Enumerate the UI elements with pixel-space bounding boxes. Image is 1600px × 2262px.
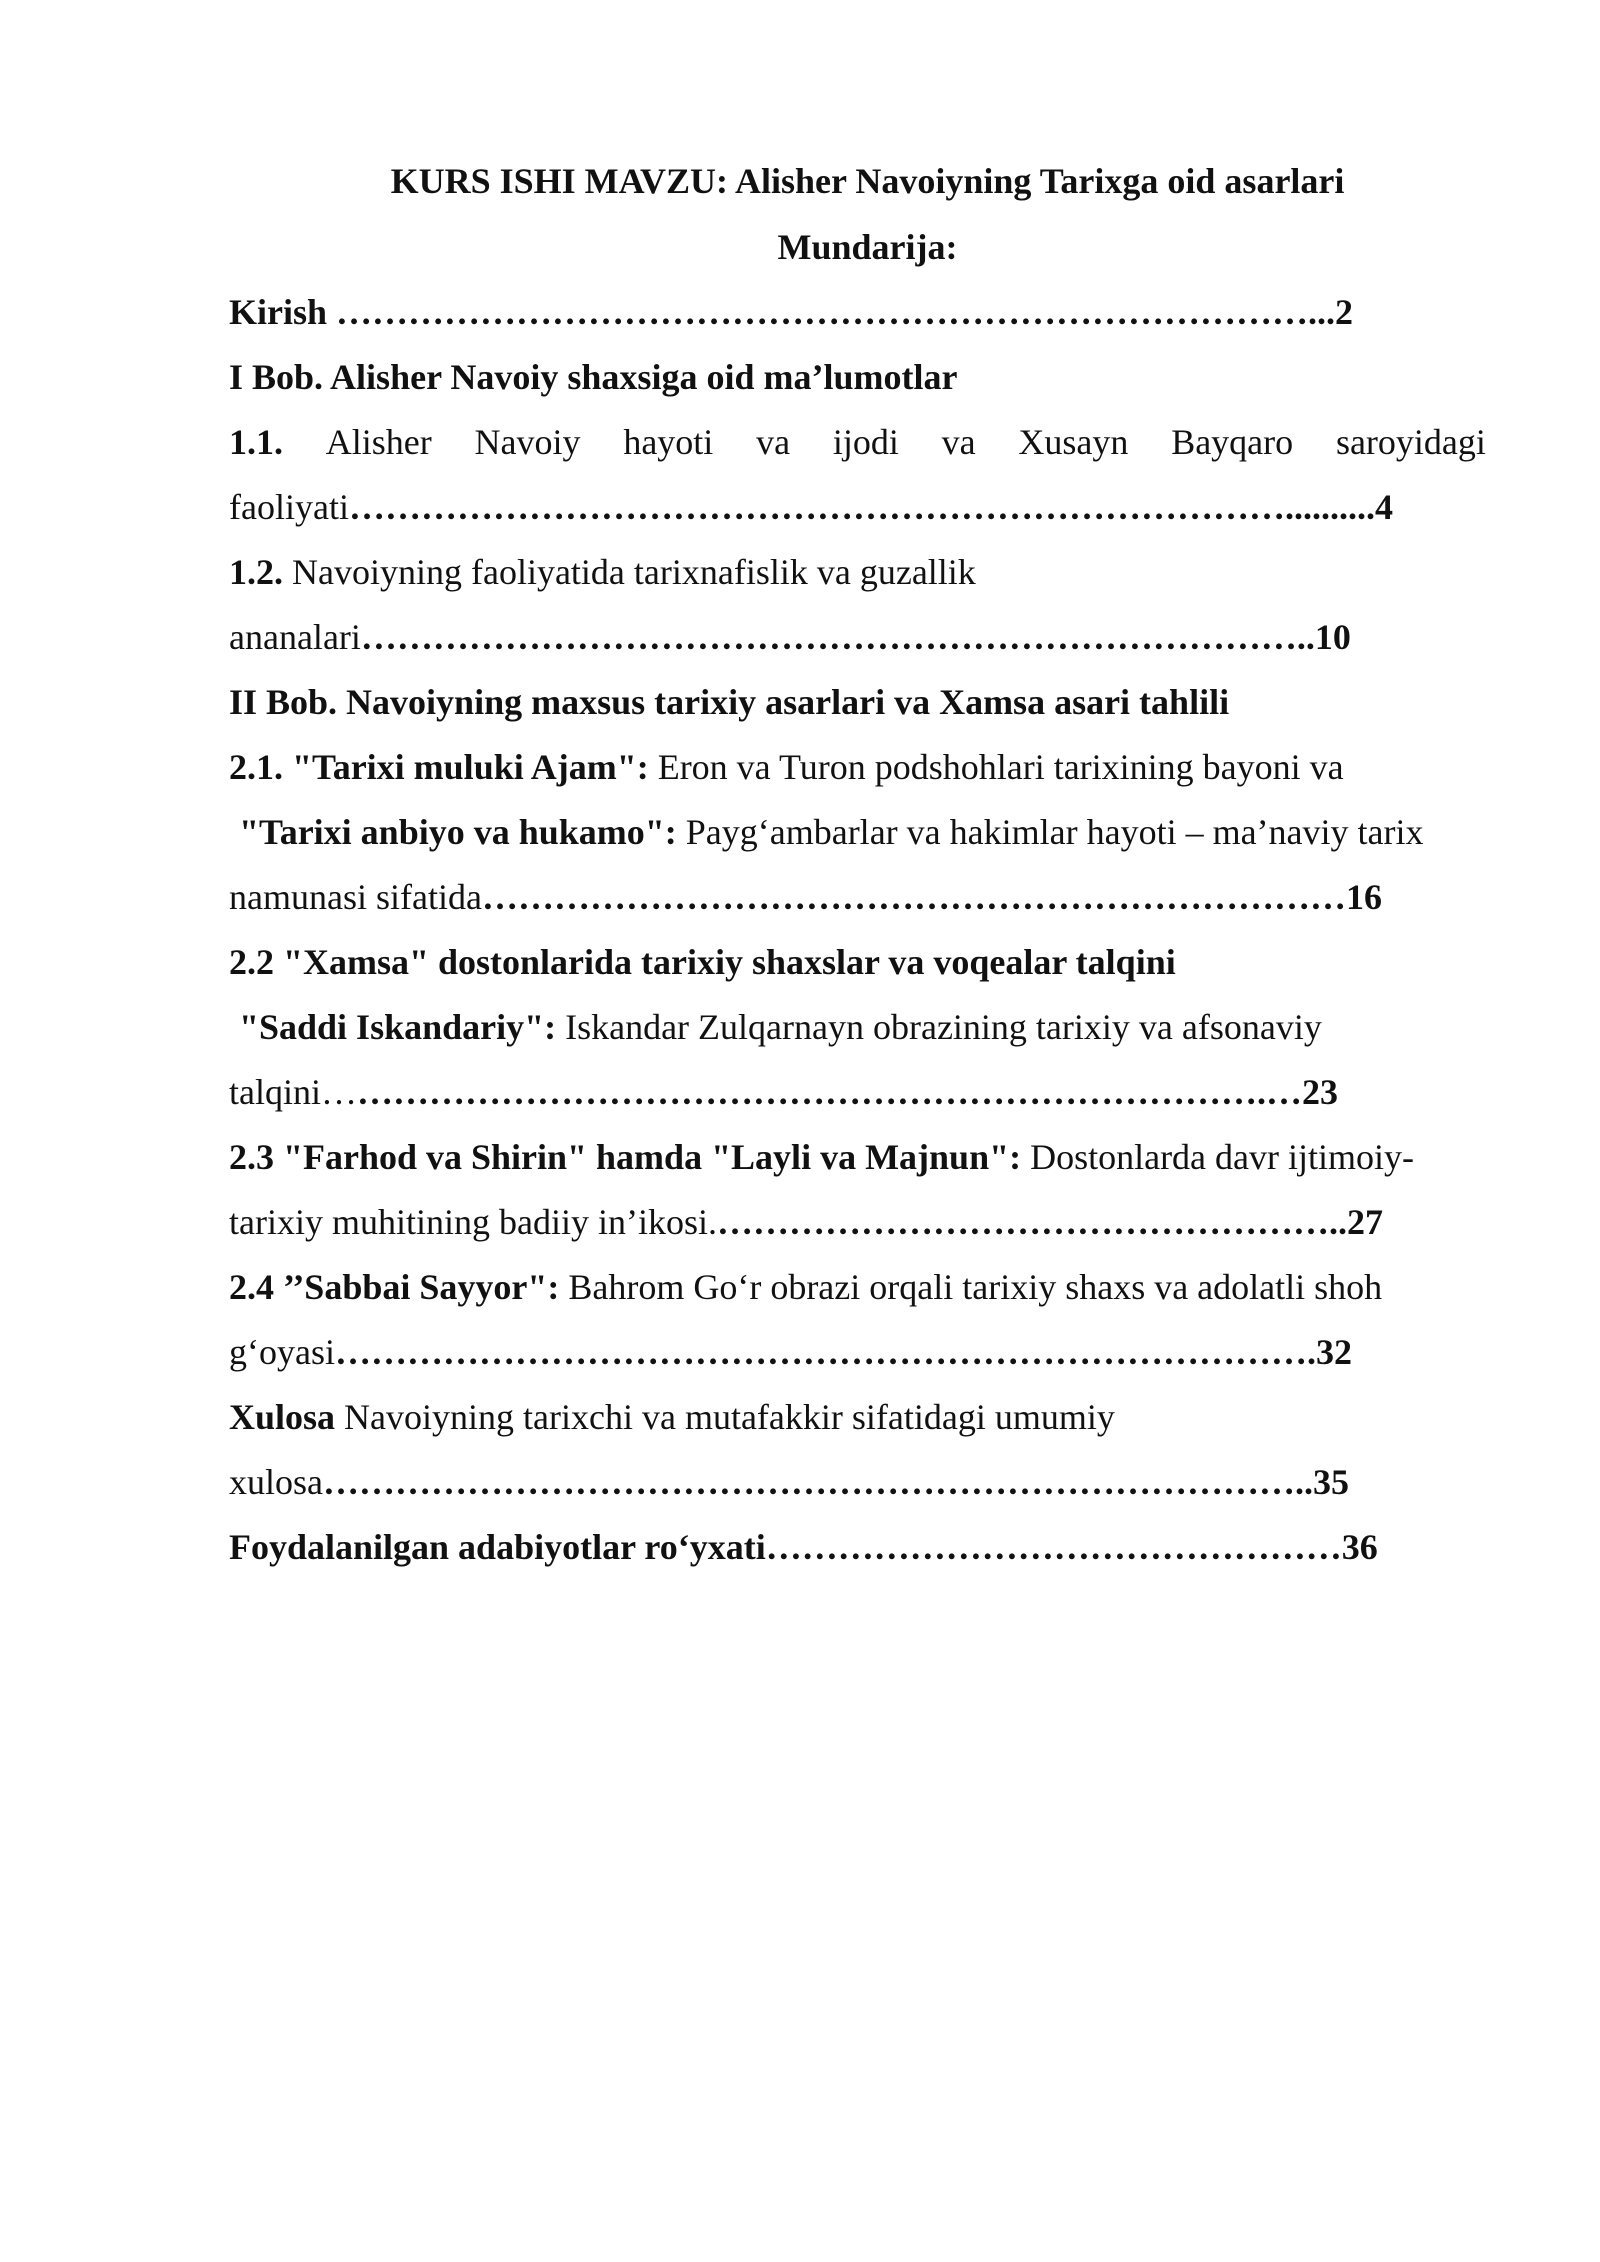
toc-label: talqini…	[229, 1072, 357, 1112]
toc-page-number: 27	[1346, 1202, 1383, 1242]
toc-word: Xusayn	[1018, 422, 1129, 462]
toc-section-number: 1.2.	[229, 552, 283, 592]
toc-entry-adabiyotlar	[229, 1515, 1486, 1580]
toc-leader: ………………………………………………………………….…	[357, 1072, 1302, 1112]
toc-label: Navoiyning tarixchi va mutafakkir sifatidagi umumiy	[335, 1397, 1115, 1437]
toc-label: g‘oyasi	[229, 1332, 335, 1372]
toc-entry-2-1-cont	[229, 865, 1486, 930]
toc-label: Dostonlarda davr ijtimoiy-	[1021, 1137, 1415, 1177]
toc-word: Alisher	[325, 422, 432, 462]
toc-entry-1-1-cont	[229, 475, 1486, 540]
toc-word: va	[756, 422, 791, 462]
toc-label: Payg‘ambarlar va hakimlar hayoti – ma’naviy tarix	[676, 812, 1424, 852]
toc-section-heading: "Saddi Iskandariy":	[239, 1007, 557, 1047]
toc-entry-2-3	[229, 1125, 1486, 1190]
toc-leader: ……………………………………………………………………..........	[348, 487, 1375, 527]
toc-leader: ……………………………………………..	[716, 1202, 1347, 1242]
toc-leader: ……………………………………………………………………….	[334, 1332, 1316, 1372]
table-of-contents	[229, 280, 1486, 1580]
toc-word: Bayqaro	[1171, 422, 1294, 462]
toc-section-heading: Xulosa	[229, 1397, 336, 1437]
toc-entry-xulosa-cont	[229, 1450, 1486, 1515]
document-page	[229, 148, 1486, 1580]
toc-entry-2-3-cont	[229, 1190, 1486, 1255]
toc-entry-2-2-cont	[229, 1060, 1486, 1125]
toc-word: Navoiy	[474, 422, 581, 462]
toc-entry-2-2-b	[229, 995, 1486, 1060]
toc-label: Foydalanilgan adabiyotlar ro‘yxati	[229, 1527, 766, 1567]
toc-entry-1-1	[229, 410, 1486, 475]
toc-chapter-1: I Bob. Alisher Navoiy shaxsiga oid ma’lumotlar	[229, 357, 958, 397]
document-title: KURS ISHI MAVZU: Alisher Navoiyning Tarixga oid asarlari	[390, 161, 1345, 201]
toc-section-heading: 2.1. "Tarixi muluki Ajam":	[229, 747, 649, 787]
toc-page-number: 10	[1314, 617, 1351, 657]
toc-leader: ……………………………………………………………………..	[360, 617, 1315, 657]
toc-label: xulosa	[229, 1462, 323, 1502]
toc-page-number: 2	[1335, 292, 1354, 332]
toc-label: Navoiyning faoliyatida tarixnafislik va guzallik	[283, 552, 976, 592]
toc-entry-1-2-cont	[229, 605, 1486, 670]
toc-leader: ………………………………………………………………	[481, 877, 1346, 917]
toc-entry-1-2	[229, 540, 1486, 605]
toc-page-number: 4	[1374, 487, 1393, 527]
toc-page-number: 35	[1313, 1462, 1349, 1502]
toc-page-number: 16	[1345, 877, 1382, 917]
toc-label: Bahrom Go‘r obrazi orqali tarixiy shaxs va adolatli shoh	[559, 1267, 1383, 1307]
toc-entry-kirish	[229, 280, 1486, 345]
toc-chapter-2: II Bob. Navoiyning maxsus tarixiy asarlari va Xamsa asari tahlili	[229, 682, 1230, 722]
toc-section-number: 1.1.	[229, 422, 283, 462]
toc-word: hayoti	[623, 422, 714, 462]
toc-leader: ………………………………………………………………………..	[323, 1462, 1313, 1502]
toc-leader: ………………………………………………………………………...	[327, 292, 1336, 332]
toc-entry-2-4-cont	[229, 1320, 1486, 1385]
toc-entry-2-1	[229, 735, 1486, 800]
toc-label: faoliyati	[229, 487, 349, 527]
toc-label: Iskandar Zulqarnayn obrazining tarixiy va afsonaviy	[556, 1007, 1322, 1047]
toc-section-heading: 2.3 "Farhod va Shirin" hamda "Layli va Majnun":	[229, 1137, 1022, 1177]
toc-entry-2-2: 2.2 "Xamsa" dostonlarida tarixiy shaxslar va voqealar talqini	[229, 942, 1176, 982]
toc-label: Kirish	[229, 292, 328, 332]
toc-entry-2-4	[229, 1255, 1486, 1320]
toc-label: tarixiy muhitining badiiy in’ikosi.	[229, 1202, 717, 1242]
toc-word: ijodi	[832, 422, 899, 462]
toc-word: saroyidagi	[1335, 422, 1486, 462]
toc-page-number: 36	[1341, 1527, 1378, 1567]
toc-page-number: 23	[1302, 1072, 1338, 1112]
toc-label: ananalari	[229, 617, 361, 657]
toc-label: namunasi sifatida	[229, 877, 482, 917]
toc-entry-2-1-b	[229, 800, 1486, 865]
toc-page-number: 32	[1315, 1332, 1352, 1372]
toc-entry-xulosa	[229, 1385, 1486, 1450]
toc-heading: Mundarija:	[777, 227, 958, 267]
toc-word: va	[941, 422, 976, 462]
toc-leader: …………………………………………	[765, 1527, 1342, 1567]
toc-label: Eron va Turon podshohlari tarixining bayoni va	[648, 747, 1344, 787]
toc-section-heading: 2.4 ’’Sabbai Sayyor":	[229, 1267, 560, 1307]
toc-section-heading: "Tarixi anbiyo va hukamo":	[239, 812, 677, 852]
